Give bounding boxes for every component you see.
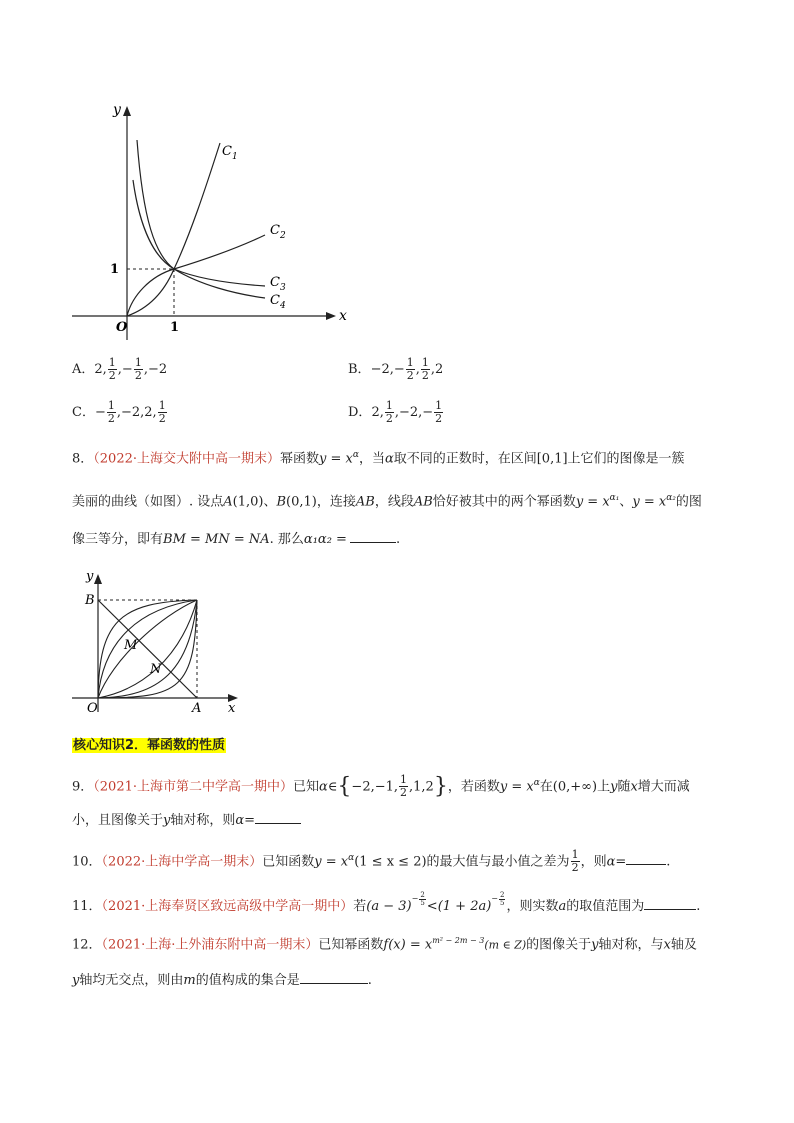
q8-line-1 — [72, 444, 685, 470]
q12-text: 轴均无交点，则由 — [79, 973, 184, 988]
q12-text: . — [367, 973, 372, 988]
power-function-graph-2 — [68, 560, 248, 720]
q8-math: y = x — [632, 494, 667, 510]
q10-math: (1 ≤ x ≤ 2) — [354, 854, 427, 870]
q11-number: 11． — [72, 899, 102, 914]
q9-source: （2021·上海市第二中学高一期中） — [93, 779, 293, 795]
curve-c3 — [133, 180, 265, 286]
q12-line-2 — [72, 970, 372, 992]
q8-number: 8． — [72, 451, 94, 467]
q9-number: 9． — [72, 779, 94, 795]
q8-exponent: α₂ — [666, 493, 676, 503]
q9-text: 在 — [539, 779, 553, 795]
q9-set-brace: } — [433, 773, 448, 799]
q8-text: 恰好被其中的两个幂函数 — [432, 494, 576, 510]
q9-line-2 — [72, 810, 301, 832]
origin-label: O — [116, 320, 128, 335]
q8-math: A — [223, 494, 233, 510]
q8-math: AB — [413, 494, 433, 510]
fraction: $\frac{1}{2}$ — [435, 399, 443, 425]
q10-text: ，则 — [580, 854, 607, 870]
curve-label-c4: $C_4$ — [270, 293, 286, 311]
q9-math: y — [610, 779, 618, 795]
q12-math: f(x) = x — [383, 937, 433, 953]
fraction: $\frac{1}{2}$ — [421, 356, 429, 382]
q10-number: 10． — [72, 854, 102, 870]
q10-text: . — [666, 854, 671, 870]
q11-line-1 — [72, 888, 700, 918]
curve-c4 — [137, 140, 265, 298]
option-a-text: ,− — [117, 362, 133, 377]
q11-math: (a − 3) — [366, 899, 412, 914]
q10-exponent: α — [348, 853, 355, 863]
q8-math: AB — [355, 494, 375, 510]
option-b-text: , — [415, 362, 420, 377]
q9-text: 已知 — [293, 779, 320, 795]
q12-text: 轴对称，与 — [598, 937, 664, 953]
q9-set-brace: { — [337, 773, 352, 799]
fraction: $\frac{1}{2}$ — [406, 356, 414, 382]
y-axis-label: y — [86, 569, 94, 584]
q12-line-1 — [72, 930, 697, 956]
y-axis-arrow — [123, 106, 131, 116]
origin-label: O — [87, 701, 98, 716]
option-c[interactable] — [72, 400, 168, 425]
q8-source: （2022·上海交大附中高一期末） — [93, 451, 280, 467]
q10-text: = — [615, 854, 627, 870]
q12-math: x — [663, 937, 671, 953]
q8-text: 美丽的曲线（如图）. 设点 — [72, 494, 224, 510]
q9-text: 上 — [597, 779, 611, 795]
fraction: $\frac{1}{2}$ — [108, 356, 116, 382]
q8-text: . 那么 — [269, 532, 304, 547]
q11-exponent: − 2 5 — [411, 890, 425, 907]
q9-text: ，若函数 — [447, 779, 500, 795]
q10-math: α — [606, 854, 616, 870]
point-label-a: A — [192, 701, 202, 716]
q11-text: 的取值范围为 — [566, 899, 645, 914]
q8-text: 幂函数 — [280, 451, 320, 467]
fraction: $\frac{1}{2}$ — [400, 773, 408, 800]
curve-label-c3: $C_3$ — [270, 275, 286, 293]
q10-answer-blank[interactable] — [626, 852, 666, 865]
q8-text: 像三等分，即有 — [72, 532, 164, 547]
option-b-text: ,2 — [430, 362, 444, 377]
q9-line-1 — [72, 772, 690, 799]
q9-text: 随 — [617, 779, 631, 795]
option-c-label: C． — [72, 405, 95, 420]
q10-text: 已知函数 — [262, 854, 315, 870]
curve-c2 — [127, 235, 265, 316]
q8-text: (0,1)，连接 — [286, 494, 356, 510]
y-axis-arrow — [94, 574, 102, 584]
q9-math: ∈ — [327, 779, 338, 795]
q11-answer-blank[interactable] — [644, 897, 696, 910]
q9-math: y = x — [499, 779, 534, 795]
q8-math: α — [384, 451, 394, 467]
q9-text: = — [244, 813, 256, 828]
point-label-n: N — [150, 662, 162, 677]
option-a-text: ,−2 — [143, 362, 168, 377]
q9-math: y — [163, 813, 171, 828]
q12-text: 的值构成的集合是 — [195, 973, 300, 988]
fraction: $\frac{1}{2}$ — [571, 848, 579, 875]
q11-text: ，则实数 — [506, 899, 559, 914]
q8-math: y = x — [575, 494, 610, 510]
q8-math: B — [276, 494, 287, 510]
q8-exponent: α — [352, 450, 359, 460]
option-b-label: B． — [348, 362, 371, 377]
q12-math: y — [72, 973, 80, 988]
fraction: $\frac{1}{2}$ — [107, 399, 115, 425]
q8-line-3 — [72, 529, 400, 551]
section-title — [72, 735, 226, 757]
curve-label-c1: $C_1$ — [222, 144, 238, 162]
q10-text: 的最大值与最小值之差为 — [426, 854, 570, 870]
curve-label-c2: $C_2$ — [270, 223, 286, 241]
point-label-b: B — [85, 593, 95, 608]
x-axis-label: x — [339, 308, 347, 324]
q12-number: 12． — [72, 937, 102, 953]
q11-exponent: − 2 5 — [491, 890, 505, 907]
q12-source: （2021·上海·上外浦东附中高一期末） — [101, 937, 319, 953]
q12-text: 的图像关于 — [526, 937, 592, 953]
q9-answer-blank[interactable] — [255, 811, 301, 824]
q11-text: . — [696, 899, 701, 914]
option-b-text: −2,− — [370, 362, 405, 377]
q11-text: 若 — [353, 899, 367, 914]
q9-set: ,1,2 — [409, 779, 434, 795]
q8-text: . — [395, 532, 401, 547]
fraction: $\frac{1}{2}$ — [158, 399, 166, 425]
q11-math: < — [426, 899, 438, 914]
option-a-label: A． — [72, 362, 95, 377]
q12-answer-blank[interactable] — [300, 971, 368, 984]
fraction: $\frac{1}{2}$ — [385, 399, 393, 425]
q8-math: y = x — [319, 451, 353, 467]
q11-source: （2021·上海奉贤区致远高级中学高一期中） — [101, 899, 354, 914]
q12-exponent: m² − 2m − 3 — [432, 936, 485, 945]
q8-exponent: α₁ — [609, 493, 620, 503]
tick-label-y-one: 1 — [110, 262, 120, 277]
q11-math: a — [558, 899, 567, 914]
option-a-text: 2, — [94, 362, 107, 377]
option-c-text: − — [94, 405, 106, 420]
q10-math: y = x — [314, 854, 349, 870]
q9-text: 小，且图像关于 — [72, 813, 164, 828]
q9-math: α — [319, 779, 328, 795]
option-d-text: ,−2,− — [394, 405, 434, 420]
q8-math: α₁α₂ = — [303, 532, 347, 547]
y-axis-label: y — [113, 102, 121, 118]
q9-text: 轴对称，则 — [170, 813, 236, 828]
q8-text: ，线段 — [374, 494, 414, 510]
point-label-m: M — [124, 638, 138, 653]
tick-label-x-one: 1 — [170, 320, 180, 335]
q10-line-1 — [72, 847, 670, 874]
q10-source: （2022·上海中学高一期末） — [101, 854, 263, 870]
x-axis-label: x — [228, 701, 236, 716]
option-b[interactable] — [348, 357, 443, 382]
option-d-text: 2, — [371, 405, 384, 420]
q12-math: y — [591, 937, 599, 953]
q8-text: 的图 — [675, 494, 702, 510]
section-title-text: 核心知识2．幂函数的性质 — [73, 738, 226, 753]
q9-math: α — [235, 813, 245, 828]
q8-math: BM = MN = NA — [163, 532, 270, 547]
q8-line-2 — [72, 487, 702, 513]
q9-math: x — [630, 779, 638, 795]
q9-math: (0,+∞) — [552, 779, 598, 795]
q12-text: 轴及 — [670, 937, 697, 953]
power-function-graph-1 — [68, 98, 358, 348]
q9-text: 增大而减 — [637, 779, 690, 795]
q8-answer-blank[interactable] — [350, 530, 396, 543]
fraction: $\frac{1}{2}$ — [134, 356, 142, 382]
q8-text: 、 — [619, 494, 633, 510]
q12-math: m — [183, 973, 196, 988]
q8-text: ，当 — [358, 451, 385, 467]
q9-exponent: α — [533, 778, 540, 788]
q12-text: 已知幂函数 — [318, 937, 384, 953]
q8-text: 取不同的正数时，在区间[0,1]上它们的图像是一簇 — [393, 451, 685, 467]
option-d-label: D． — [348, 405, 372, 420]
option-a[interactable] — [72, 357, 167, 382]
q12-math: (m ∈ Z) — [484, 938, 527, 952]
q11-math: (1 + 2a) — [437, 899, 492, 914]
q8-text: (1,0)、 — [232, 494, 277, 510]
x-axis-arrow — [326, 312, 336, 320]
q9-set: −2,−1, — [351, 779, 399, 795]
option-c-text: ,−2,2, — [116, 405, 157, 420]
option-d[interactable] — [348, 400, 444, 425]
